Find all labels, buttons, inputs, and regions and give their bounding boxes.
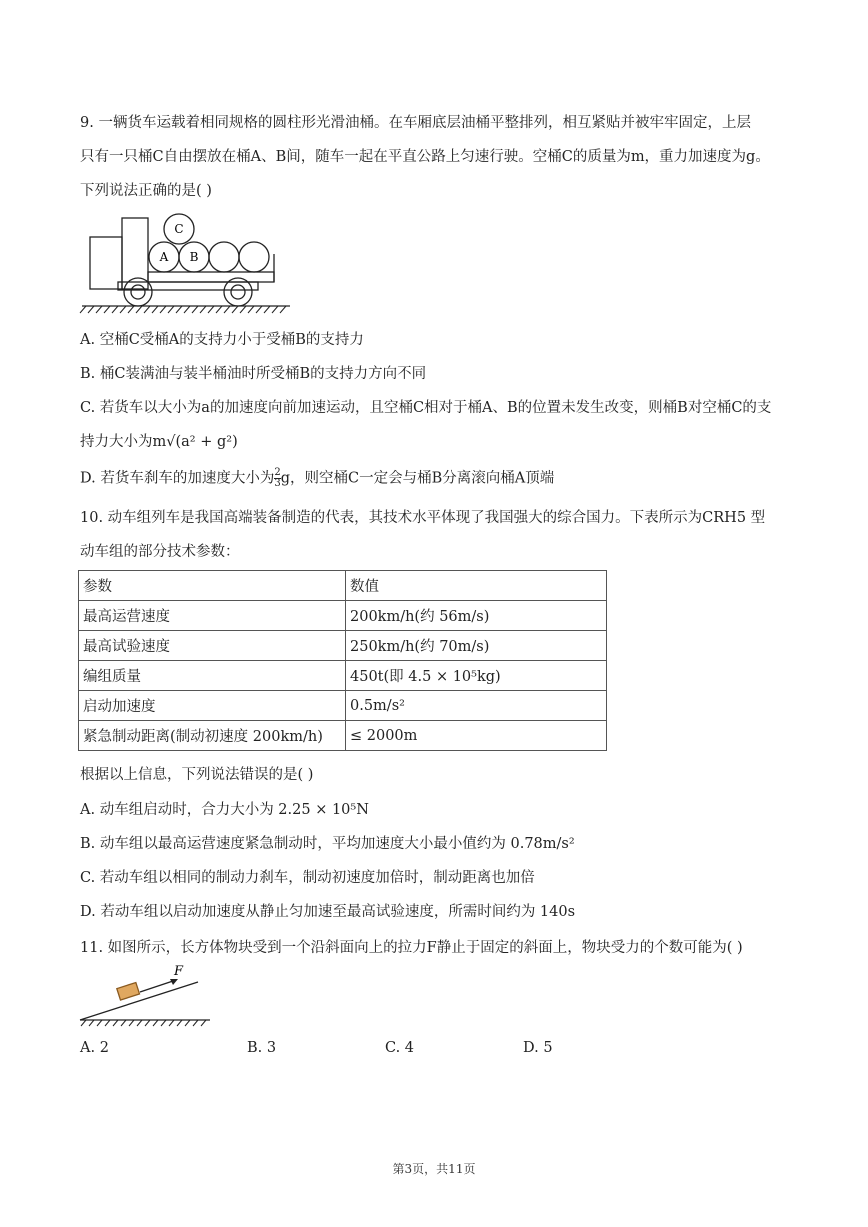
table-cell: 启动加速度 — [79, 691, 346, 721]
barrel-a-label: A — [159, 250, 169, 264]
q9-stem-line2: 只有一只桶C自由摆放在桶A、B间，随车一起在平直公路上匀速行驶。空桶C的质量为m，重力加速度为g。 — [80, 149, 770, 165]
q11-option-c: C. 4 — [385, 1040, 415, 1056]
table-row — [79, 691, 607, 721]
q9-option-a: A. 空桶C受桶A的支持力小于受桶B的支持力 — [80, 332, 364, 348]
table-row — [79, 601, 607, 631]
table-cell: ≤ 2000m — [346, 721, 607, 751]
fraction-numerator: 2 — [274, 467, 281, 478]
q9-option-c-line1: C. 若货车以大小为a的加速度向前加速运动，且空桶C相对于桶A、B的位置未发生改变，则桶B对空桶C的支 — [80, 400, 772, 416]
q9-option-d-pre: D. 若货车刹车的加速度大小为 — [80, 470, 275, 487]
q11-stem: 11. 如图所示，长方体物块受到一个沿斜面向上的拉力F静止于固定的斜面上，物块受力的个数可能为( ) — [80, 940, 743, 956]
table-cell: 紧急制动距离(制动初速度 200km/h) — [79, 721, 346, 751]
table-header-cell: 参数 — [79, 571, 346, 601]
barrel-b-label: B — [189, 250, 199, 264]
q10-stem-line2: 动车组的部分技术参数： — [80, 544, 240, 560]
q11-option-d: D. 5 — [523, 1040, 553, 1056]
q9-option-d — [80, 468, 554, 489]
q10-after-table: 根据以上信息，下列说法错误的是( ) — [80, 767, 314, 783]
table-cell: 编组质量 — [79, 661, 346, 691]
q10-option-a: A. 动车组启动时，合力大小为 2.25 × 10⁵N — [80, 802, 369, 818]
q10-parameter-table — [78, 570, 607, 751]
q9-stem-line1: 9. 一辆货车运载着相同规格的圆柱形光滑油桶。在车厢底层油桶平整排列，相互紧贴并被牢牢固定，上层 — [80, 115, 751, 131]
table-header-cell: 数值 — [346, 571, 607, 601]
q10-stem-line1: 10. 动车组列车是我国高端装备制造的代表，其技术水平体现了我国强大的综合国力。下表所示为CRH5 型 — [80, 510, 766, 526]
q10-option-d: D. 若动车组以启动加速度从静止匀加速至最高试验速度，所需时间约为 140s — [80, 904, 576, 920]
q10-option-b: B. 动车组以最高运营速度紧急制动时，平均加速度大小最小值约为 0.78m/s² — [80, 836, 575, 852]
force-f-label: F — [174, 964, 184, 979]
q11-incline-figure — [78, 962, 214, 1028]
q10-option-c: C. 若动车组以相同的制动力刹车，制动初速度加倍时，制动距离也加倍 — [80, 870, 535, 886]
q9-truck-figure — [78, 210, 294, 314]
barrel-c-label: C — [174, 222, 184, 236]
table-cell: 0.5m/s² — [346, 691, 607, 721]
table-cell: 最高试验速度 — [79, 631, 346, 661]
q11-option-b: B. 3 — [247, 1040, 277, 1056]
table-row — [79, 661, 607, 691]
q9-option-d-post: g，则空桶C一定会与桶B分离滚向桶A顶端 — [280, 470, 555, 487]
page-footer: 第3页，共11页 — [392, 1162, 476, 1176]
q11-option-a: A. 2 — [80, 1040, 109, 1056]
fraction-denominator: 3 — [274, 478, 281, 489]
table-cell: 250km/h(约 70m/s) — [346, 631, 607, 661]
table-row — [79, 721, 607, 751]
table-row — [79, 631, 607, 661]
q9-stem-line3: 下列说法正确的是( ) — [80, 183, 212, 199]
table-row — [79, 571, 607, 601]
q9-option-c-line2: 持力大小为m√(a² + g²) — [80, 434, 238, 450]
q9-option-b: B. 桶C装满油与装半桶油时所受桶B的支持力方向不同 — [80, 366, 427, 382]
table-cell: 最高运营速度 — [79, 601, 346, 631]
table-cell: 450t(即 4.5 × 10⁵kg) — [346, 661, 607, 691]
table-cell: 200km/h(约 56m/s) — [346, 601, 607, 631]
